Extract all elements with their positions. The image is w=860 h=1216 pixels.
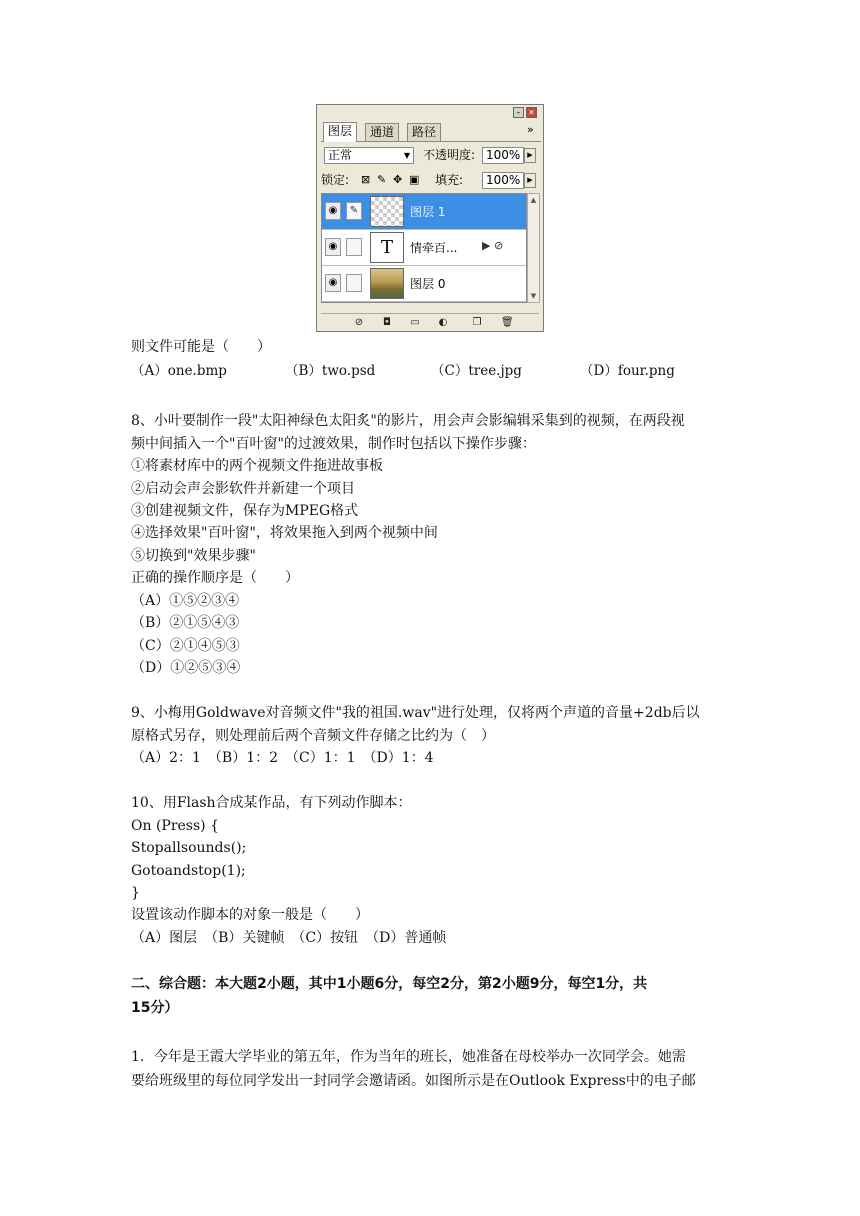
q10-code-2: Stopallsounds(); (131, 840, 247, 856)
q8-option-a: （A）①⑤②③④ (131, 593, 240, 609)
lock-move-icon[interactable]: ✥ (393, 173, 403, 186)
q8-line2: 频中间插入一个"百叶窗"的过渡效果，制作时包括以下操作步骤： (131, 436, 536, 452)
q8-line1: 8、小叶要制作一段"太阳神绿色太阳炙"的影片，用会声会影编辑采集到的视频，在两段视 (131, 413, 685, 429)
q10-code-4: } (131, 885, 140, 901)
opacity-arrow-icon[interactable]: ▶ (524, 148, 536, 163)
link-layers-icon[interactable]: ⊘ (354, 317, 364, 328)
layers-list (321, 193, 527, 303)
close-icon[interactable]: ✕ (526, 107, 537, 118)
q8-step-4: ④选择效果"百叶窗"，将效果拖入到两个视频中间 (131, 525, 438, 541)
q10-code-1: On (Press) { (131, 818, 219, 834)
q7-option-d: （D）four.png (580, 363, 675, 379)
brush-icon: ✎ (346, 202, 362, 220)
layer-row[interactable] (322, 266, 526, 302)
scroll-up-icon[interactable]: ▲ (530, 196, 537, 204)
layer-name: 图层 0 (410, 277, 446, 291)
q8-question: 正确的操作顺序是（ ） (131, 570, 299, 586)
q8-step-1: ①将素材库中的两个视频文件拖进故事板 (131, 458, 383, 474)
q8-option-b: （B）②①⑤④③ (131, 615, 240, 631)
q8-step-2: ②启动会声会影软件并新建一个项目 (131, 481, 355, 497)
blend-mode-value: 正常 (328, 148, 353, 162)
lock-label: 锁定: (321, 173, 350, 187)
panel-menu-icon[interactable]: » (527, 123, 534, 136)
q10-line1: 10、用Flash合成某作品，有下列动作脚本： (131, 795, 412, 811)
layer-name: 情牵百... (410, 241, 458, 255)
fill-input[interactable]: 100% (482, 172, 524, 189)
tab-paths[interactable]: 路径 (407, 123, 441, 141)
layer-mask-icon[interactable]: ◘ (383, 317, 391, 328)
lock-all-icon[interactable]: ▣ (409, 173, 420, 186)
tab-channels[interactable]: 通道 (365, 123, 399, 141)
adjustment-layer-icon[interactable]: ◐ (438, 317, 448, 328)
q7-option-b: （B）two.psd (285, 363, 376, 379)
new-layer-icon[interactable]: ❐ (472, 317, 482, 328)
lock-transparent-icon[interactable]: ⊠ (361, 173, 371, 186)
q10-code-3: Gotoandstop(1); (131, 863, 246, 879)
section2-heading-line2: 15分） (131, 1000, 179, 1016)
panel-tabs (321, 121, 541, 142)
layers-scrollbar[interactable] (527, 193, 540, 303)
layers-panel-figure (316, 104, 544, 332)
q7-option-c: （C）tree.jpg (431, 363, 522, 379)
chevron-down-icon: ▼ (403, 151, 410, 160)
q8-step-3: ③创建视频文件，保存为MPEG格式 (131, 503, 359, 519)
layer-name: 图层 1 (410, 205, 446, 219)
layer-row[interactable] (322, 230, 526, 266)
q7-text: 则文件可能是（ ） (131, 339, 271, 355)
new-group-icon[interactable]: ▭ (410, 317, 420, 328)
tab-layers[interactable]: 图层 (323, 122, 357, 142)
text-layer-icon: T (370, 232, 404, 263)
q8-step-5: ⑤切换到"效果步骤" (131, 548, 256, 564)
trash-icon[interactable]: 🗑 (501, 317, 514, 328)
q9-line2: 原格式另存，则处理前后两个音频文件存储之比约为（ ） (131, 728, 495, 744)
layer-thumbnail (370, 196, 404, 227)
q7-option-a: （A）one.bmp (131, 363, 227, 379)
scroll-down-icon[interactable]: ▼ (530, 292, 537, 300)
eye-icon[interactable]: ◉ (325, 238, 341, 256)
q10-options: （A）图层 （B）关键帧 （C）按钮 （D）普通帧 (131, 930, 447, 946)
fill-arrow-icon[interactable]: ▶ (524, 173, 536, 188)
opacity-input[interactable]: 100% (482, 147, 524, 164)
q8-option-c: （C）②①④⑤③ (131, 638, 240, 654)
eye-icon[interactable]: ◉ (325, 274, 341, 292)
layer-row[interactable] (322, 194, 526, 230)
minimize-icon[interactable]: – (513, 107, 524, 118)
fill-label: 填充: (435, 173, 464, 187)
lock-brush-icon[interactable]: ✎ (377, 173, 387, 186)
layer-effects-icon[interactable]: ▶ ⊘ (482, 239, 504, 252)
q10-question: 设置该动作脚本的对象一般是（ ） (131, 907, 369, 923)
layer-thumbnail (370, 268, 404, 299)
link-icon (346, 238, 362, 256)
eye-icon[interactable]: ◉ (325, 202, 341, 220)
link-icon (346, 274, 362, 292)
panel-bottom-toolbar (321, 313, 539, 330)
s1-line2: 要给班级里的每位同学发出一封同学会邀请函。如图所示是在Outlook Express中的电子邮 (131, 1073, 696, 1089)
q9-options: （A）2：1 （B）1：2 （C）1：1 （D）1：4 (131, 750, 434, 766)
s1-line1: 1．今年是王霞大学毕业的第五年，作为当年的班长，她准备在母校举办一次同学会。她需 (131, 1049, 686, 1065)
opacity-label: 不透明度: (423, 148, 476, 162)
q8-option-d: （D）①②⑤③④ (131, 660, 241, 676)
q9-line1: 9、小梅用Goldwave对音频文件"我的祖国.wav"进行处理，仅将两个声道的音量+2db后以 (131, 705, 700, 721)
section2-heading-line1: 二、综合题：本大题2小题，其中1小题6分，每空2分，第2小题9分，每空1分，共 (131, 976, 648, 992)
blend-mode-select[interactable] (324, 147, 414, 164)
